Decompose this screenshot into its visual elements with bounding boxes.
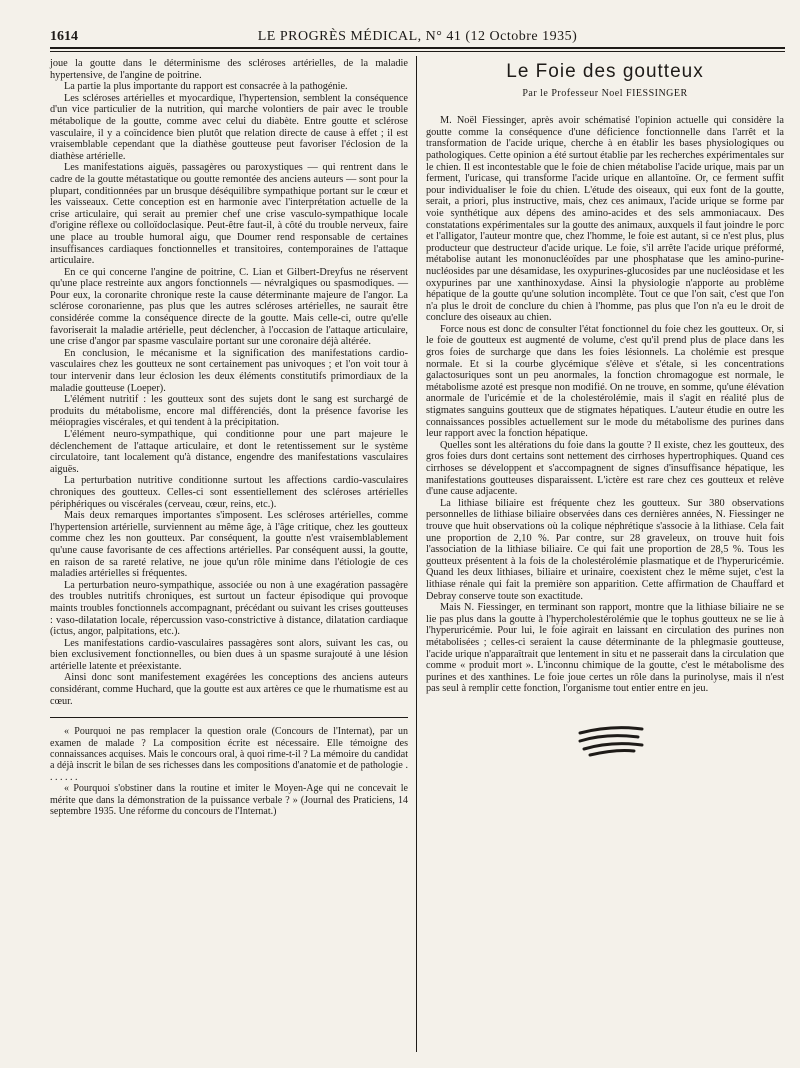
left-paragraph: L'élément neuro-sympathique, qui conditionne pour une part majeure le déclenchement de l'attaque articulaire, et dont le retentissement sur le système circulatoire, tant localement qu'à distance, engendre des manifestations vasculaires aiguës.: [50, 429, 408, 475]
left-paragraph: En conclusion, le mécanisme et la signification des manifestations cardio-vasculaires chez les goutteux ne sont certainement pas univoques ; et l'on voit tour à tour intervenir dans leur éclosion les deux éléments constitutifs primordiaux de la maladie goutteuse (Loeper).: [50, 347, 408, 394]
left-paragraph: L'élément nutritif : les goutteux sont des sujets dont le sang est surchargé de produits du métabolisme, encore mal différenciés, dont la présence favorise les méiopragies viscérales, et qui tendent à la précipitation.: [50, 394, 408, 429]
running-title: LE PROGRÈS MÉDICAL, N° 41 (12 Octobre 1935): [257, 29, 578, 44]
page-number: 1614: [50, 29, 78, 44]
footnote: « Pourquoi s'obstiner dans la routine et imiter le Moyen-Age qui ne concevait le mérite que dans la démonstration de la puissance verbale ? » (Journal des Praticiens, 14 septembre 1935. Une réforme du concours de l'Internat.): [50, 783, 408, 818]
left-paragraph: Les scléroses artérielles et myocardique, l'hypertension, semblent la conséquence d'un vice particulier de la nutrition, qui marche volontiers de pair avec le trouble métabolique de la goutte, comme avec celui du diabète. Entre goutte et sclérose vasculaire, il y a coïncidence bien plutôt que relation directe de cause à effet ; il est vraisemblable cependant que la diathèse goutteuse peut favoriser l'éclosion de la diathèse artérielle.: [50, 92, 408, 162]
left-paragraph: La partie la plus importante du rapport est consacrée à la pathogénie.: [64, 81, 348, 93]
right-paragraph: Quelles sont les altérations du foie dans la goutte ? Il existe, chez les goutteux, des gros foies durs dont certains sont nettement des cirrhoses hypertrophiques. Quand ces cirrhoses se développent et s'accompagnent de signes d'insuffisance hépatique, les manifestations goutteuses disparaissent. L'ictère est rare chez ces goutteux et relève d'une cause adjacente.: [426, 439, 784, 498]
left-paragraph: joue la goutte dans le déterminisme des scléroses artérielles, de la maladie hypertensive, de l'angine de poitrine.: [50, 58, 408, 81]
right-paragraph: M. Noël Fiessinger, après avoir schématisé l'opinion actuelle qui considère la goutte comme la conséquence d'une déficience fonctionnelle dans l'arrêt et la transformation de l'acide urique, cherche à en établir les bases physiologiques ou pathologiques. Cette opinion a été surtout établie par les recherches expérimentales sur le chien. Il est incontestable que le foie de chien métabolise l'acide urique, mais par un ferment, l'uricase, qui transforme l'acide urique en allantoïne. Or, ce ferment suffit pour individualiser le foie du chien. L'étude des oiseaux, qui eux font de la goutte, serait, a priori, plus instructive, mais, chez ces animaux, l'acide urique se forme par voie synthétique aux dépens des amino-acides et des sels ammoniacaux. Des constatations expérimentales sur la goutte des animaux, auxquels il faut joindre le porc et l'alligator, l'auteur montre que, chez l'homme, le foie est autant, si ce n'est plus, plus producteur que destructeur d'acide urique. Le foie, s'il arrête l'acide urique préformé, métabolise autant les mononucléoïdes par une phosphatase que les amino-purine-nucléosides par une désamidase, les oxypurines-glucosides par une nucléosidase et les oxypurines par une xanthinoxydase. Ainsi la physiologie n'apporte au problème hépatique de la goutte qu'une solution incomplète. Tout ce que l'on sait, c'est que l'on n'a plus le droit de conclure du chien à l'homme, pas plus que l'on n'a eu le droit de conclure des oiseaux au chien.: [426, 115, 784, 324]
header-rule: [50, 47, 785, 49]
left-column: [50, 58, 408, 818]
left-paragraph: Mais deux remarques importantes s'imposent. Les scléroses artérielles, comme l'hypertension artérielle, surviennent au même âge, à l'âge critique, chez les goutteux comme chez les non goutteux. Par conséquent, la goutte n'est vraisemblablement qu'une cause favorisante de ces affections artérielles. Par conséquent aussi, la goutte, en raison de sa rareté relative, ne joue qu'un rôle minime dans l'étiologie de ces maladies artérielles si fréquentes.: [50, 510, 408, 580]
left-paragraph: Ainsi donc sont manifestement exagérées les conceptions des anciens auteurs considérant, comme Huchard, que la goutte est aux artères ce que le rhumatisme est au cœur.: [50, 672, 408, 707]
left-paragraph: Les manifestations cardio-vasculaires passagères sont alors, suivant les cas, ou bien exclusivement fonctionnelles, ou bien dues à un spasme surajouté à une lésion artérielle latente et préexistante.: [50, 637, 408, 672]
right-paragraph: Force nous est donc de consulter l'état fonctionnel du foie chez les goutteux. Or, si le foie de goutteux est augmenté de volume, c'est qu'il prend plus de place dans les gros foies de surcharge que dans les foies lésionnels. La cholémie est presque normale. Et si la courbe glycémique s'élève et s'étale, si les concentrations galactosuriques sont un peu anormales, la fonction chromagogue est normale, le métabolisme azoté est presque non modifié. On ne trouve, en somme, qu'une élévation anormale de l'uricémie et de la cholestérolémie, mais il s'agit en réalité plus de stigmates sanguins goutteux que de stigmates hépatiques. L'auteur étudie en outre les connaissances possibles actuellement sur le mode du métabolisme des purines dans leur rapport avec la fonction hépatique.: [426, 323, 784, 440]
left-paragraph: La perturbation nutritive conditionne surtout les affections cardio-vasculaires chroniques des goutteux. Celles-ci sont essentiellement des scléroses artérielles périphériques ou viscérales (cerveau, cœur, reins, etc.).: [50, 475, 408, 510]
column-divider: [416, 56, 417, 1052]
header-rule-thin: [50, 51, 785, 52]
left-paragraph: En ce qui concerne l'angine de poitrine, C. Lian et Gilbert-Dreyfus ne réservent qu'une place restreinte aux angors fonctionnels — névralgiques ou spasmodiques. — Pour eux, la coronarite chronique reste la cause déterminante majeure de l'angor. La sclérose coronarienne, pas plus que les autres scléroses artérielles, ne saurait être considérée comme la conséquence directe de la goutte. Mais celle-ci, outre qu'elle favoriserait la maladie artérielle, peut déclencher, à l'occasion de l'attaque articulaire, une crise d'angor par spasme vasculaire portant sur une coronaire déjà altérée.: [50, 266, 408, 348]
left-paragraph: Les manifestations aiguës, passagères ou paroxystiques — qui rentrent dans le cadre de la goutte métastatique ou goutte remontée des anciens auteurs — sont pour la plupart, conditionnées par un brusque déséquilibre sympathique portant sur le cœur et les vaisseaux. Cette conception est en harmonie avec l'interprétation actuelle de la crise articulaire, qui serait au premier chef une crise vasculo-sympathique locale d'origine réflexe ou colloïdoclasique. Peut-être faut-il, à côté du trouble nerveux, faire une place au trouble humoral aigu, que Doumer rend responsable de certaines insuffisances cardiaques fonctionnelles et transitoires, contemporaines de l'attaque articulaire.: [50, 162, 408, 267]
right-column: [426, 58, 784, 764]
footnote: « Pourquoi ne pas remplacer la question orale (Concours de l'Internat), par un examen de malade ? La composition écrite est nécessaire. Elle témoigne des connaissances acquises. Mais le concours oral, à quoi rime-t-il ? La mémoire du candidat a déjà inscrit le bilan de ses richesses dans les compositions d'anatomie et de pathologie . . . . . . .: [50, 726, 408, 783]
end-ornament-icon: [576, 721, 646, 761]
right-paragraph: Mais N. Fiessinger, en terminant son rapport, montre que la lithiase biliaire ne se lie pas plus dans la goutte à l'hypercholestérolémie que le tophus goutteux ne se lie à l'hyperuricémie. Pour lui, le foie agirait en laissant en circulation des purines non métabolisées ; celles-ci seraient la cause déterminante de la phlegmasie goutteuse, l'acide urique n'apparaîtrait que lentement in situ et ne passerait dans la circulation que comme « produit mort ». L'inconnu chimique de la goutte, c'est le métabolisme des purines et des xanthines. Le foie joue certes un rôle dans la purinolyse, mais il n'est pas seul à remplir cette fonction, l'organisme tout entier entre en jeu.: [426, 602, 784, 695]
article-author: Par le Professeur Noel FIESSINGER: [522, 87, 688, 99]
right-paragraph: La lithiase biliaire est fréquente chez les goutteux. Sur 380 observations personnelles de lithiase biliaire observées dans ces dernières années, N. Fiessinger ne trouve que huit observations où la colique néphrétique s'associe à la lithiase. Cela fait une proportion de 2,10 %. Par contre, sur 28 graveleux, on trouve huit fois l'association de la lithiase biliaire. Ce qui fait une proportion de 28,5 %. Tous les goutteux présentent à la fois de la cholestérolémie plasmatique et de l'hyperuricémie. Quand les deux lithiases, biliaire et urinaire, coexistent chez le même sujet, c'est la lithiase rénale qui fait la première son apparition. Cette affirmation de Chauffard et Debray conserve toute son exactitude.: [426, 497, 784, 602]
running-header: [50, 28, 785, 46]
footnote-box: [50, 717, 408, 817]
article-title: Le Foie des goutteux: [506, 61, 704, 82]
left-paragraph: La perturbation neuro-sympathique, associée ou non à une exagération passagère des troubles nutritifs chroniques, est surtout un facteur épisodique qui provoque maints troubles fonctionnels accompagnant, précédant ou suivant les crises goutteuses : vaso-dilatation locale, répercussion vaso-constrictive à distance, dilatation cardiaque (ictus, angor, palpitations, etc.).: [50, 579, 408, 638]
